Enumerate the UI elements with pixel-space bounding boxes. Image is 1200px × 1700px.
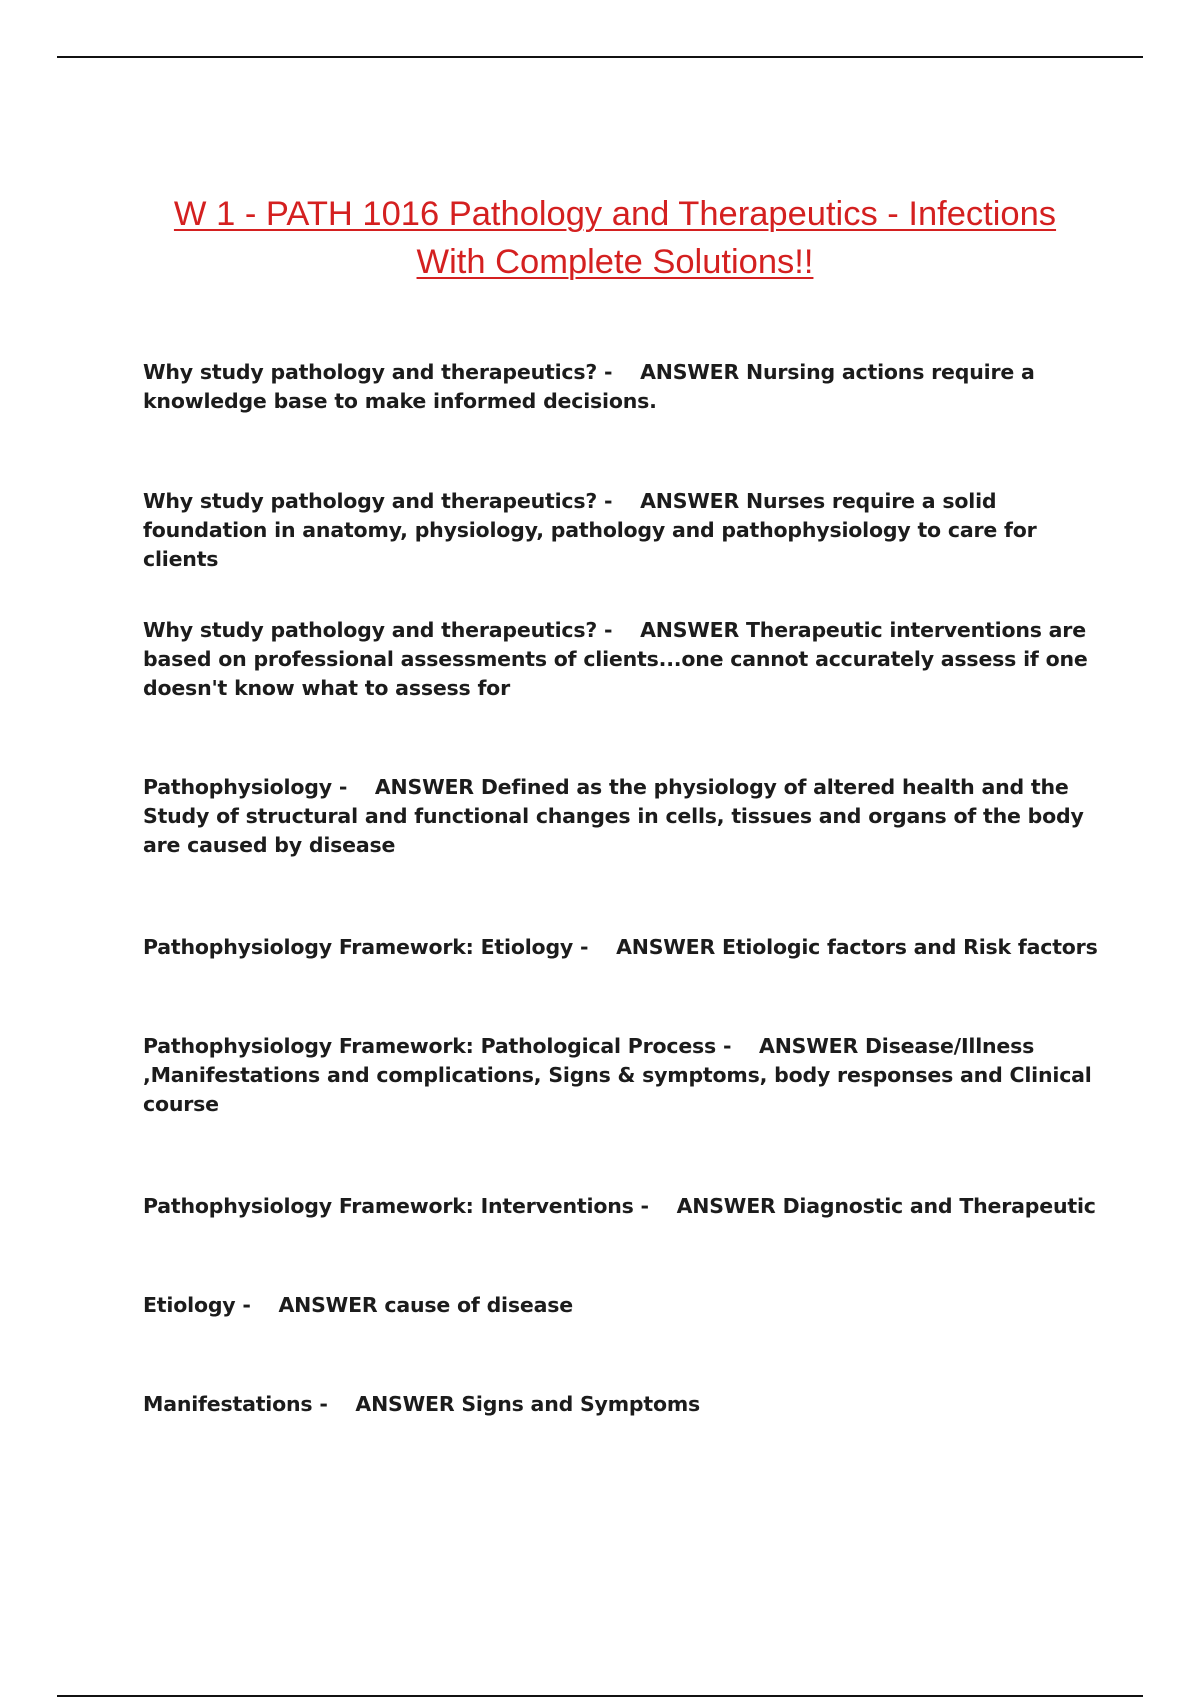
separator: - <box>331 775 375 799</box>
separator: - <box>597 360 641 384</box>
top-rule <box>57 56 1143 58</box>
answer: Disease/Illness ,Manifestations and complications, Signs & symptoms, body responses and Clinical course <box>143 1034 1092 1116</box>
qa-item-5 <box>143 933 1103 962</box>
answer-label: ANSWER <box>374 775 474 799</box>
question: Why study pathology and therapeutics? <box>143 360 598 384</box>
answer-label: ANSWER <box>278 1293 378 1317</box>
question: Manifestations <box>143 1392 313 1416</box>
question: Pathophysiology Framework: Etiology <box>143 935 574 959</box>
qa-item-9 <box>143 1390 1103 1419</box>
answer: Nursing actions require a knowledge base to make informed decisions. <box>143 360 1035 413</box>
answer: Therapeutic interventions are based on professional assessments of clients...one cannot accurately assess if one doesn't know what to assess for <box>143 618 1088 700</box>
question: Pathophysiology Framework: Interventions <box>143 1194 634 1218</box>
answer: Diagnostic and Therapeutic <box>782 1194 1096 1218</box>
title-line-1: W 1 - PATH 1016 Pathology and Therapeutics - Infections <box>173 195 1057 233</box>
separator: - <box>633 1194 677 1218</box>
qa-item-8 <box>143 1291 1103 1320</box>
answer-label: ANSWER <box>355 1392 455 1416</box>
qa-item-3 <box>143 616 1103 703</box>
bottom-rule <box>57 1695 1143 1697</box>
answer: Etiologic factors and Risk factors <box>722 935 1098 959</box>
answer: Signs and Symptoms <box>461 1392 701 1416</box>
answer: cause of disease <box>384 1293 573 1317</box>
separator: - <box>597 489 641 513</box>
separator: - <box>312 1392 356 1416</box>
qa-item-7 <box>143 1192 1103 1221</box>
answer-label: ANSWER <box>616 935 716 959</box>
separator: - <box>573 935 617 959</box>
question: Why study pathology and therapeutics? <box>143 618 598 642</box>
separator: - <box>716 1034 760 1058</box>
document-title <box>130 190 1100 286</box>
answer: Defined as the physiology of altered health and the Study of structural and functional changes in cells, tissues and organs of the body are caused by disease <box>143 775 1084 857</box>
question: Etiology <box>143 1293 236 1317</box>
answer-label: ANSWER <box>676 1194 776 1218</box>
question: Why study pathology and therapeutics? <box>143 489 598 513</box>
qa-item-1 <box>143 358 1103 416</box>
qa-item-6 <box>143 1032 1103 1119</box>
separator: - <box>597 618 641 642</box>
answer-label: ANSWER <box>759 1034 859 1058</box>
qa-item-4 <box>143 773 1103 860</box>
answer-label: ANSWER <box>640 360 740 384</box>
title-line-2: With Complete Solutions!! <box>416 243 814 281</box>
answer-label: ANSWER <box>640 618 740 642</box>
answer: Nurses require a solid foundation in anatomy, physiology, pathology and pathophysiology to care for clients <box>143 489 1037 571</box>
question: Pathophysiology Framework: Pathological Process <box>143 1034 717 1058</box>
qa-item-2 <box>143 487 1103 574</box>
separator: - <box>235 1293 279 1317</box>
answer-label: ANSWER <box>640 489 740 513</box>
question: Pathophysiology <box>143 775 332 799</box>
